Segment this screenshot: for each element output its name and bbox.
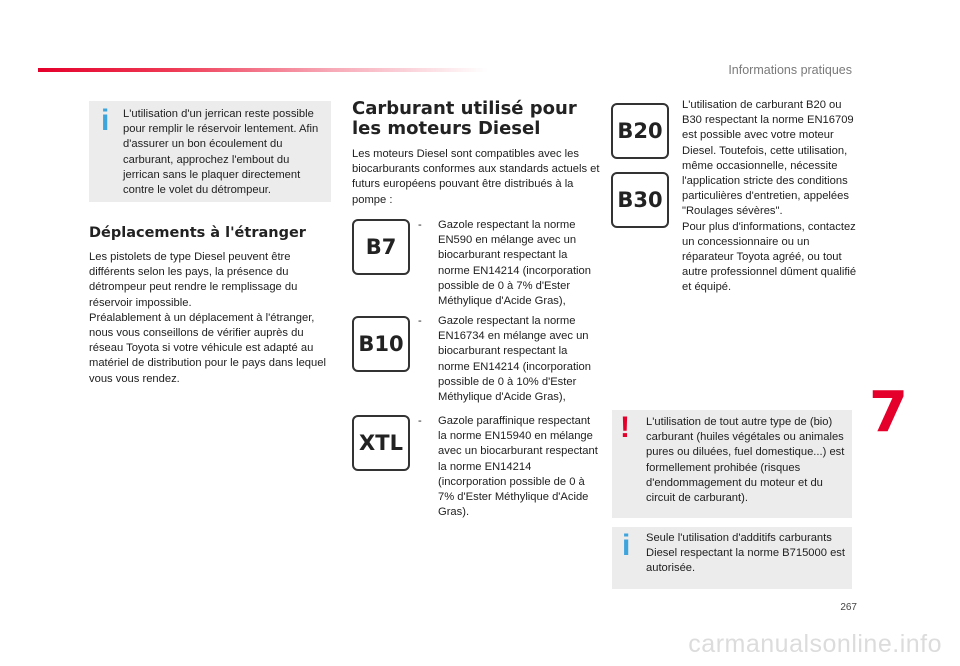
abroad-heading: Déplacements à l'étranger bbox=[89, 225, 306, 241]
info-icon: i bbox=[622, 529, 631, 562]
b20-paragraph: L'utilisation de carburant B20 ou B30 respectant la norme EN16709 est possible avec votre moteur Diesel. Toutefois, cette utilisation, même occasionnelle, nécessite l'application stricte des conditions particulières d'entretien, appelées "Roulages sévères". bbox=[682, 99, 854, 218]
b20-b30-text bbox=[682, 98, 857, 296]
abroad-paragraph: Préalablement à un déplacement à l'étranger, nous vous conseillons de vérifier auprès du réseau Toyota si votre véhicule est adapté au matériel de distribution pour le pays dans lequel vous vous rendez. bbox=[89, 311, 326, 385]
info-note-jerrican bbox=[89, 101, 331, 202]
fuel-description: Gazole respectant la norme EN590 en mélange avec un biocarburant respectant la norme EN14214 (incorporation possible de 0 à 7% d'Ester Méthylique d'Acide Gras), bbox=[438, 219, 591, 308]
warning-icon: ! bbox=[620, 411, 630, 444]
watermark: carmanualsonline.info bbox=[688, 630, 942, 658]
note-text: L'utilisation de tout autre type de (bio) carburant (huiles végétales ou animales pures ou diluées, fuel domestique...) est formellement prohibée (risques d'endommagement du moteur et du circuit de carburant). bbox=[646, 416, 845, 505]
header-accent-bar bbox=[38, 68, 488, 72]
fuel-badge-b7: B7 bbox=[352, 219, 410, 275]
list-dash: - bbox=[418, 315, 422, 327]
fuel-description: Gazole respectant la norme EN16734 en mélange avec un biocarburant respectant la norme EN14214 (incorporation possible de 0 à 10% d'Ester Méthylique d'Acide Gras), bbox=[438, 315, 591, 404]
list-dash: - bbox=[418, 415, 422, 427]
fuel-badge-xtl: XTL bbox=[352, 415, 410, 471]
abroad-paragraph: Les pistolets de type Diesel peuvent être différents selon les pays, la présence du détrompeur peut rendre le remplissage du réservoir impossible. bbox=[89, 251, 298, 309]
fuel-badge-b30: B30 bbox=[611, 172, 669, 228]
fuel-badge-b10: B10 bbox=[352, 316, 410, 372]
diesel-intro: Les moteurs Diesel sont compatibles avec les biocarburants conformes aux standards actuels et futurs européens pouvant être distribués à la pompe : bbox=[352, 148, 600, 206]
list-dash: - bbox=[418, 219, 422, 231]
diesel-heading: Carburant utilisé pour les moteurs Diesel bbox=[352, 98, 577, 139]
fuel-badge-b20: B20 bbox=[611, 103, 669, 159]
note-text: L'utilisation d'un jerrican reste possible pour remplir le réservoir lentement. Afin d'assurer un bon écoulement du carburant, approchez l'embout du jerrican sans le plaquer directement contre le volet du détrompeur. bbox=[123, 108, 319, 197]
section-title: Informations pratiques bbox=[728, 63, 852, 77]
page-number: 267 bbox=[840, 602, 857, 613]
fuel-description: Gazole paraffinique respectant la norme EN15940 en mélange avec un biocarburant respectant la norme EN14214 (incorporation possible de 0 à 7% d'Ester Méthylique d'Acide Gras). bbox=[438, 415, 598, 519]
b20-paragraph: Pour plus d'informations, contactez un concessionnaire ou un réparateur Toyota agréé, ou tout autre professionnel dûment qualifié et équipé. bbox=[682, 220, 857, 294]
chapter-number: 7 bbox=[869, 380, 908, 445]
info-icon: i bbox=[101, 104, 110, 137]
info-note-additives bbox=[612, 527, 852, 589]
warning-note bbox=[612, 410, 852, 518]
abroad-text bbox=[89, 250, 334, 387]
note-text: Seule l'utilisation d'additifs carburants Diesel respectant la norme B715000 est autorisée. bbox=[646, 532, 846, 575]
